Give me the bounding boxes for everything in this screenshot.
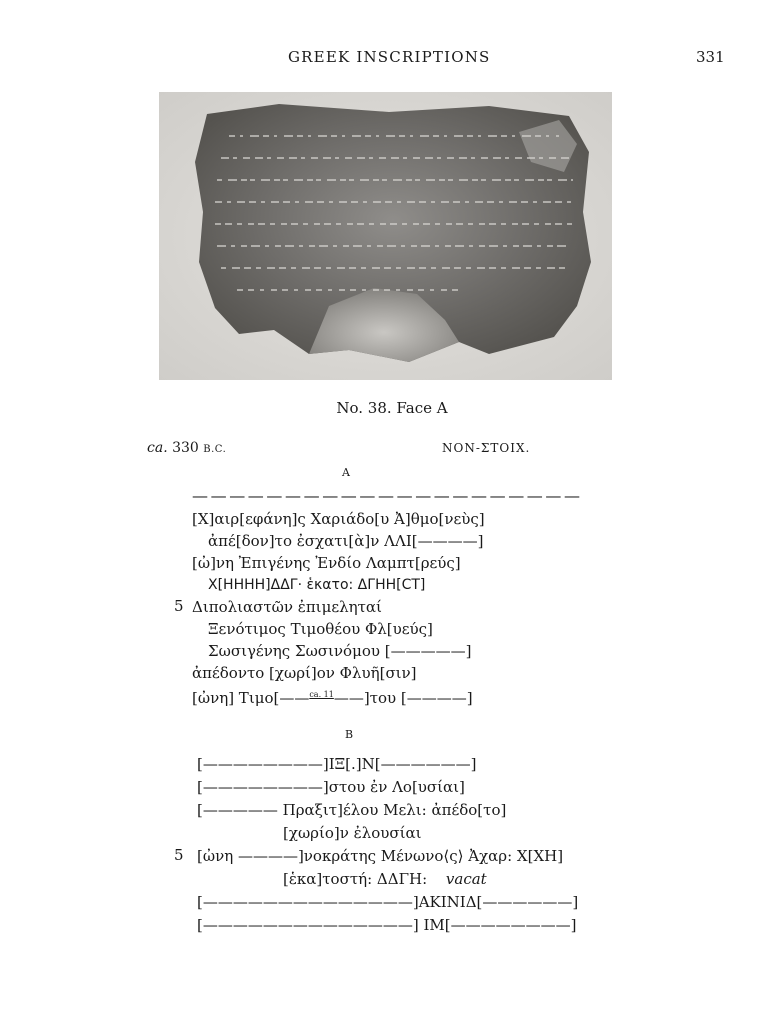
running-head: GREEK INSCRIPTIONS	[288, 48, 491, 66]
text-line-b1: [————————]ΙΞ[.]Ν[——————]	[197, 755, 477, 773]
date-line	[147, 440, 226, 456]
text-line-b5: [ὠνη ————]νοκράτης Μένωνο⟨ς⟩ Ἀχαρ: Χ[ΧΗ]	[197, 847, 564, 865]
text-line-b4: [χωρίο]ν ἐλουσίαι	[283, 824, 422, 842]
text-line-b7: [——————————————]ΑΚΙΝΙΔ[——————]	[197, 893, 579, 911]
text-line-a3: [ὠ]νη Ἐπιγένης Ἐνδίο Λαμπτ[ρεύς]	[192, 554, 461, 572]
section-b-label: B	[345, 728, 354, 741]
date-circa: ca.	[147, 440, 168, 456]
text-line-a9-end: ——]του [————]	[333, 689, 473, 707]
text-line-a8: ἀπέδοντο [χωρί]ον Φλυῆ[σιν]	[192, 664, 417, 682]
inscription-photograph	[159, 92, 612, 380]
text-line-b8: [——————————————] ΙΜ[————————]	[197, 916, 577, 934]
figure-caption: No. 38. Face A	[336, 399, 448, 417]
vacat-note: vacat	[445, 870, 487, 888]
text-line-b2: [————————]στου ἐν Λο[υσίαι]	[197, 778, 465, 796]
text-line-a6: Ξενότιμος Τιμοθέου Φλ[υεύς]	[208, 620, 433, 638]
stone-fragment-image	[159, 92, 612, 380]
text-line-a4: Χ[ΗΗΗΗ]ΔΔΓ· ἑκατο: ΔΓΗΗ[CT]	[208, 577, 426, 593]
text-line-a7: Σωσιγένης Σωσινόμου [—————]	[208, 642, 472, 660]
text-line-a9	[192, 685, 473, 708]
stoichedon-note: NON-ΣΤΟΙΧ.	[442, 441, 531, 455]
text-line-a2: ἀπέ[δον]το ἐσχατι[ὰ]ν ΛΛΙ[————]	[208, 532, 484, 550]
text-line-b3: [————— Πραξιτ]έλου Μελι: ἀπέδο[το]	[197, 801, 507, 819]
text-line-b6-text: [ἑκα]τοστή: ΔΔΓΗ:	[283, 870, 428, 888]
line-number-b5: 5	[174, 846, 184, 864]
text-line-a9-start: [ὠνη] Τιμο[——	[192, 689, 310, 707]
date-year: 330	[172, 440, 199, 456]
date-era: B.C.	[203, 444, 227, 455]
text-line-a5: Διπολιαστῶν ἐπιμεληταί	[192, 598, 382, 616]
section-a-label: A	[342, 466, 350, 479]
section-a-dash-row: —————————————————————	[192, 486, 583, 505]
text-line-b6	[283, 869, 487, 889]
line-number-a5: 5	[174, 597, 184, 615]
lacuna-estimate: ca. 11	[309, 690, 334, 699]
text-line-a1: [Χ]αιρ[εφάνη]ς Χαριάδο[υ Ἀ]θμο[νεὺς]	[192, 510, 485, 528]
page-number: 331	[696, 48, 725, 66]
